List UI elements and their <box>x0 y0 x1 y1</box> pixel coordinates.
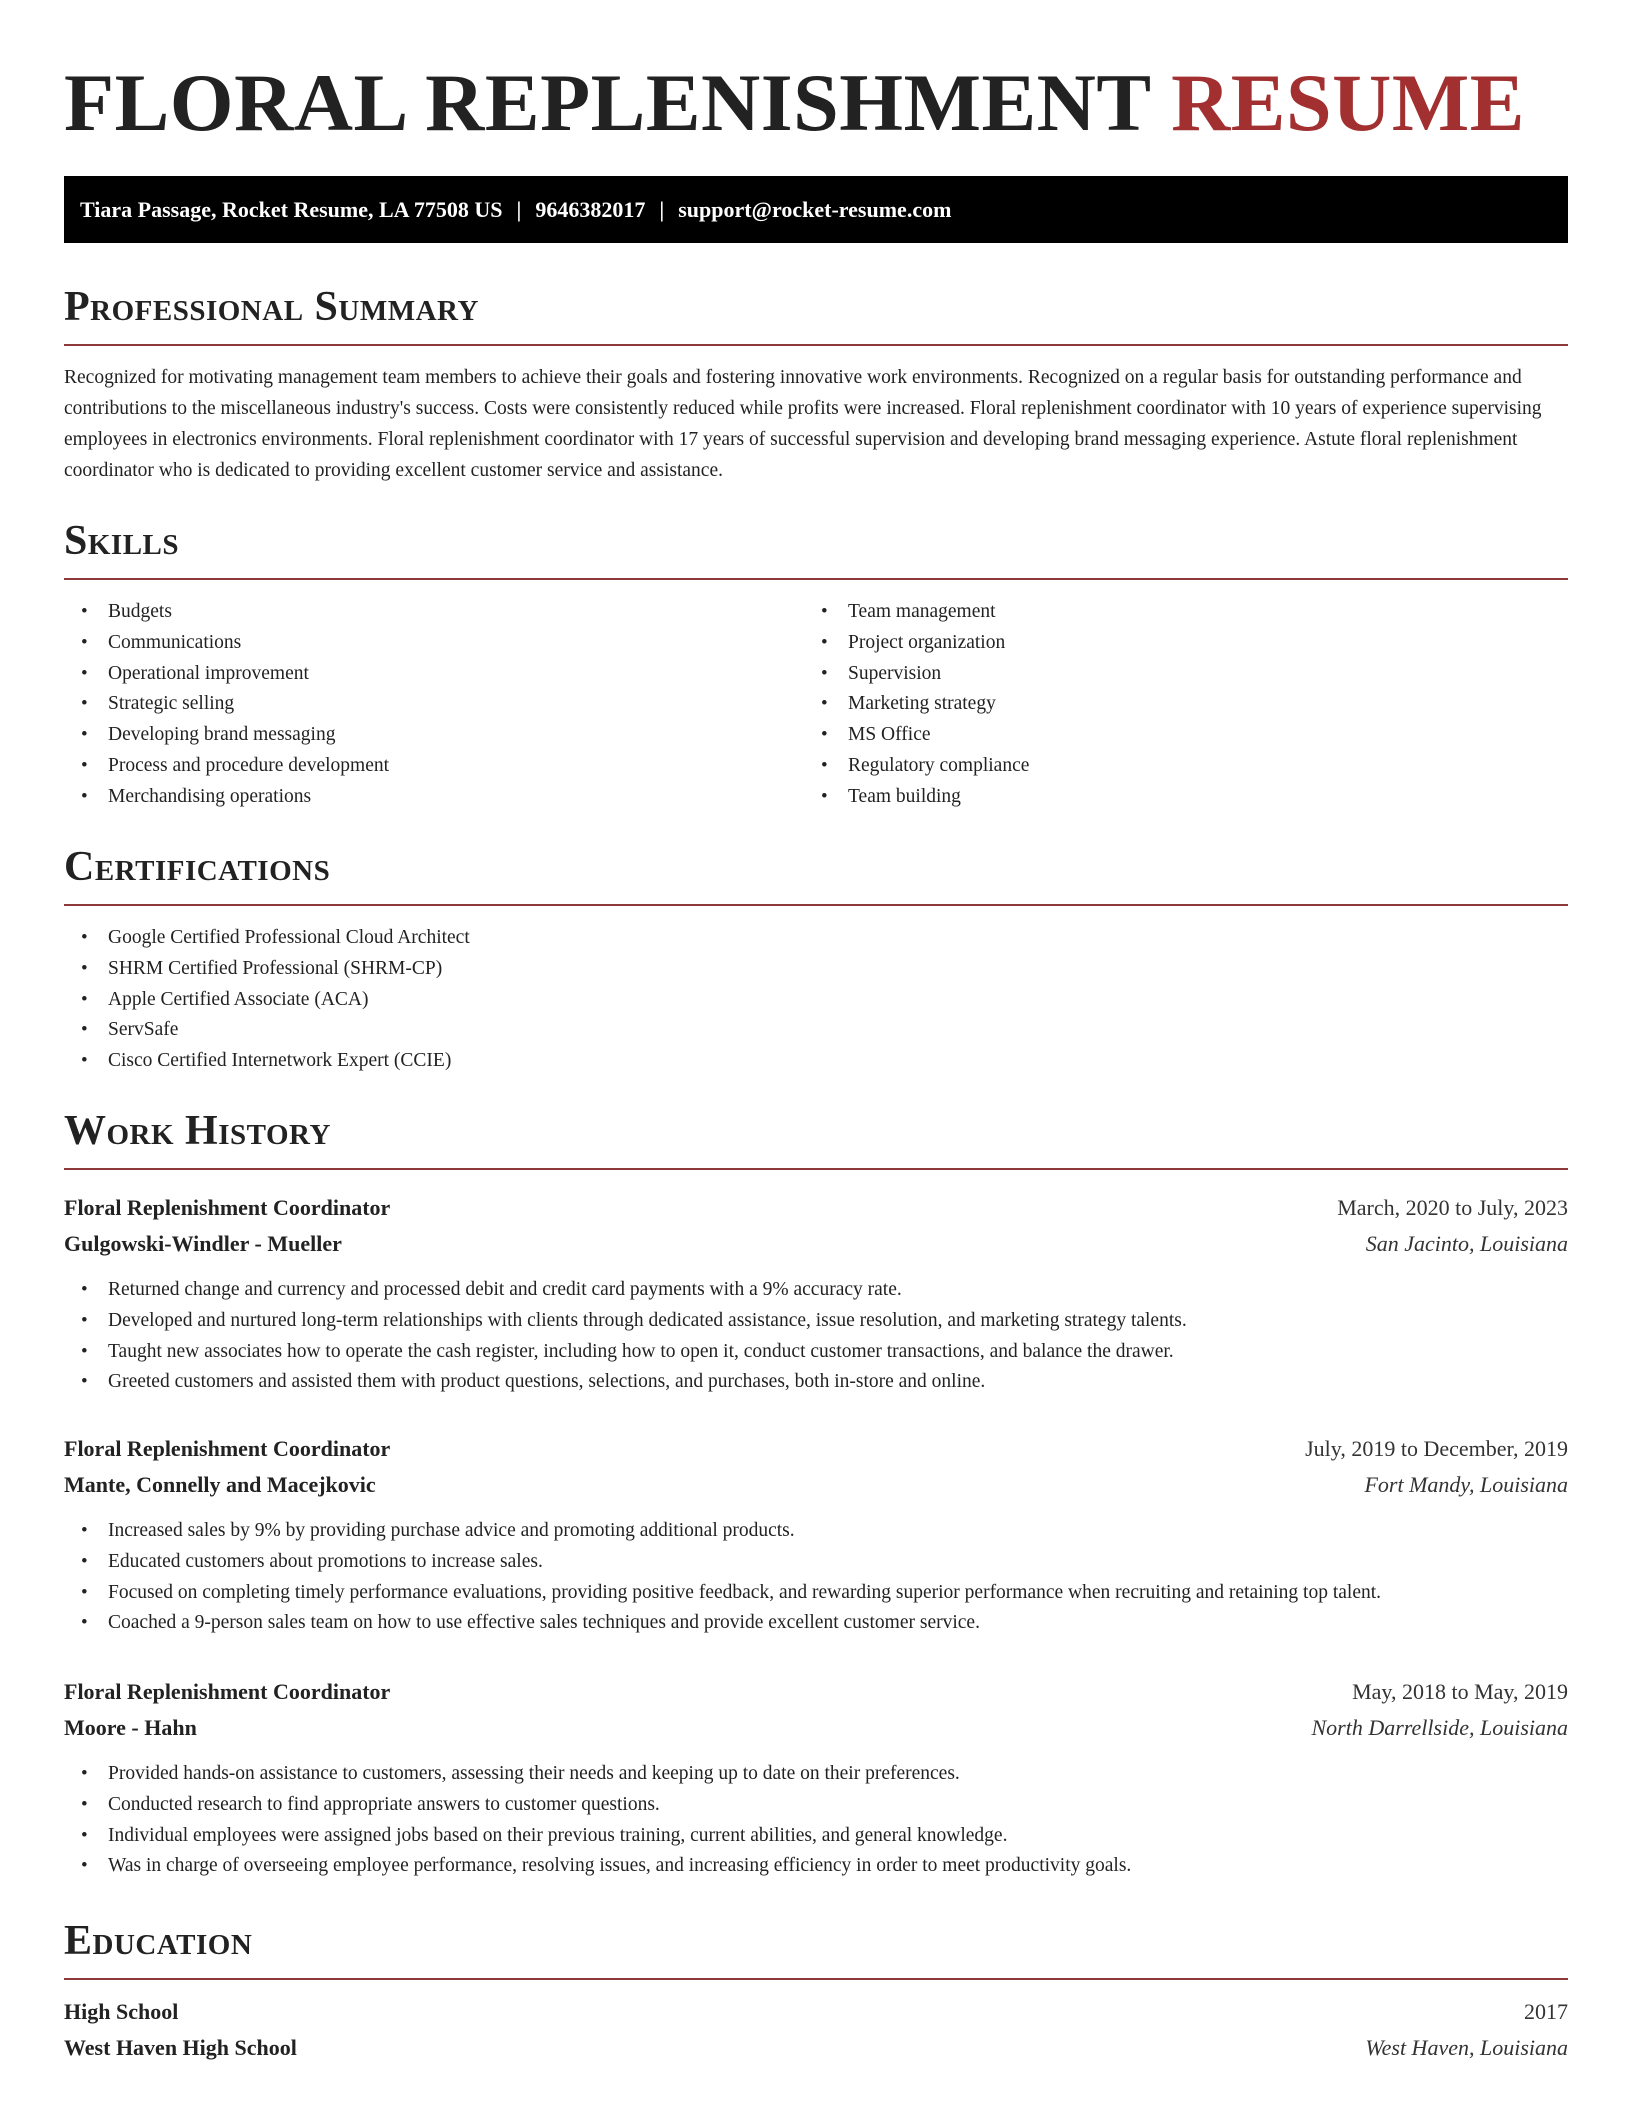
job-bullets <box>64 1516 1568 1639</box>
job-location: Fort Mandy, Louisiana <box>1364 1472 1568 1497</box>
job-bullet: • Provided hands-on assistance to customers, assessing their needs and keeping up to date on their preferences. <box>64 1759 1568 1790</box>
job-bullet: • Taught new associates how to operate the cash register, including how to open it, conduct customer transactions, and balance the drawer. <box>64 1337 1568 1368</box>
skill-item: • Supervision <box>804 659 1544 690</box>
education-school: West Haven High School <box>64 2035 297 2060</box>
job-title: Floral Replenishment Coordinator <box>64 1679 391 1704</box>
skill-item: • Developing brand messaging <box>64 720 804 751</box>
job-dates: May, 2018 to May, 2019 <box>1352 1679 1568 1704</box>
skills-columns <box>64 597 1568 813</box>
skill-item: • Merchandising operations <box>64 782 804 813</box>
work-history-heading: Work History <box>64 1108 331 1154</box>
job-bullet: • Was in charge of overseeing employee performance, resolving issues, and increasing efficiency in order to meet productivity goals. <box>64 1851 1568 1882</box>
skill-item: • Regulatory compliance <box>804 751 1544 782</box>
skill-item: • Communications <box>64 628 804 659</box>
skill-item: • Process and procedure development <box>64 751 804 782</box>
job-bullet: • Individual employees were assigned jobs based on their previous training, current abilities, and general knowledge. <box>64 1821 1568 1852</box>
certifications-section <box>64 842 1568 1077</box>
skills-heading: Skills <box>64 518 180 564</box>
education-entry <box>64 1994 1568 2066</box>
skill-item: • Strategic selling <box>64 689 804 720</box>
certifications-list <box>64 923 1568 1077</box>
certification-item: • Cisco Certified Internetwork Expert (CCIE) <box>64 1046 1568 1077</box>
summary-text: Recognized for motivating management team members to achieve their goals and fostering innovative work environments. Recognized on a regular basis for outstanding performance and contributions to the miscellaneous industry's success. Costs were consistently reduced while profits were increased. Floral replenishment coordinator with 10 years of experience supervising employees in electronics environments. Floral replenishment coordinator with 17 years of successful supervision and developing brand messaging experience. Astute floral replenishment coordinator who is dedicated to providing excellent customer service and assistance. <box>64 367 1542 481</box>
education-school-row <box>64 2030 1568 2066</box>
job-bullets <box>64 1759 1568 1882</box>
skill-item: • Team management <box>804 597 1544 628</box>
education-section <box>64 1916 1568 2066</box>
certification-item: • SHRM Certified Professional (SHRM-CP) <box>64 954 1568 985</box>
title-accent: RESUME <box>1171 57 1525 148</box>
work-history-section <box>64 1106 1568 1170</box>
summary-section <box>64 282 1568 486</box>
section-divider <box>64 904 1568 906</box>
job-company-row <box>64 1226 1568 1262</box>
job-company-row <box>64 1710 1568 1746</box>
education-degree: High School <box>64 1999 179 2024</box>
contact-address: Tiara Passage, Rocket Resume, LA 77508 US <box>80 197 503 222</box>
job-company-row <box>64 1467 1568 1503</box>
education-year: 2017 <box>1524 1999 1568 2024</box>
job-bullets <box>64 1275 1568 1398</box>
contact-email: support@rocket-resume.com <box>678 197 952 222</box>
job-company: Gulgowski-Windler - Mueller <box>64 1231 342 1256</box>
skill-item: • Operational improvement <box>64 659 804 690</box>
resume-page <box>64 0 1568 2060</box>
job-entry <box>64 1674 1568 1882</box>
job-entry <box>64 1431 1568 1639</box>
skills-list-left <box>64 597 804 813</box>
job-location: North Darrellside, Louisiana <box>1311 1715 1568 1740</box>
job-bullet: • Focused on completing timely performance evaluations, providing positive feedback, and rewarding superior performance when recruiting and retaining top talent. <box>64 1578 1568 1609</box>
job-location: San Jacinto, Louisiana <box>1365 1231 1568 1256</box>
job-bullet: • Educated customers about promotions to increase sales. <box>64 1547 1568 1578</box>
job-header-row <box>64 1674 1568 1710</box>
job-bullet: • Conducted research to find appropriate answers to customer questions. <box>64 1790 1568 1821</box>
section-divider <box>64 1978 1568 1980</box>
contact-separator: | <box>516 197 522 222</box>
job-bullet: • Increased sales by 9% by providing purchase advice and promoting additional products. <box>64 1516 1568 1547</box>
job-bullet: • Returned change and currency and processed debit and credit card payments with a 9% accuracy rate. <box>64 1275 1568 1306</box>
section-divider <box>64 344 1568 346</box>
skill-item: • Project organization <box>804 628 1544 659</box>
title-main: FLORAL REPLENISHMENT <box>64 57 1151 148</box>
skill-item: • Budgets <box>64 597 804 628</box>
skills-section <box>64 516 1568 813</box>
education-header-row <box>64 1994 1568 2030</box>
contact-separator: | <box>659 197 665 222</box>
job-company: Moore - Hahn <box>64 1715 197 1740</box>
job-dates: July, 2019 to December, 2019 <box>1305 1436 1568 1461</box>
contact-bar <box>64 176 1568 243</box>
job-header-row <box>64 1431 1568 1467</box>
education-heading: Education <box>64 1918 253 1964</box>
education-location: West Haven, Louisiana <box>1365 2035 1568 2060</box>
job-bullet: • Developed and nurtured long-term relationships with clients through dedicated assistance, issue resolution, and marketing strategy talents. <box>64 1306 1568 1337</box>
skill-item: • MS Office <box>804 720 1544 751</box>
job-dates: March, 2020 to July, 2023 <box>1337 1195 1568 1220</box>
job-header-row <box>64 1190 1568 1226</box>
certification-item: • Google Certified Professional Cloud Architect <box>64 923 1568 954</box>
job-bullet: • Greeted customers and assisted them with product questions, selections, and purchases, both in-store and online. <box>64 1367 1568 1398</box>
resume-title <box>64 0 1568 176</box>
job-company: Mante, Connelly and Macejkovic <box>64 1472 376 1497</box>
certification-item: • ServSafe <box>64 1015 1568 1046</box>
certification-item: • Apple Certified Associate (ACA) <box>64 985 1568 1016</box>
certifications-heading: Certifications <box>64 844 331 890</box>
skill-item: • Team building <box>804 782 1544 813</box>
skills-list-right <box>804 597 1544 813</box>
skill-item: • Marketing strategy <box>804 689 1544 720</box>
summary-heading: Professional Summary <box>64 284 479 330</box>
job-bullet: • Coached a 9-person sales team on how to use effective sales techniques and provide excellent customer service. <box>64 1608 1568 1639</box>
section-divider <box>64 1168 1568 1170</box>
job-title: Floral Replenishment Coordinator <box>64 1436 391 1461</box>
job-title: Floral Replenishment Coordinator <box>64 1195 391 1220</box>
section-divider <box>64 578 1568 580</box>
job-entry <box>64 1190 1568 1398</box>
contact-phone: 9646382017 <box>535 197 646 222</box>
